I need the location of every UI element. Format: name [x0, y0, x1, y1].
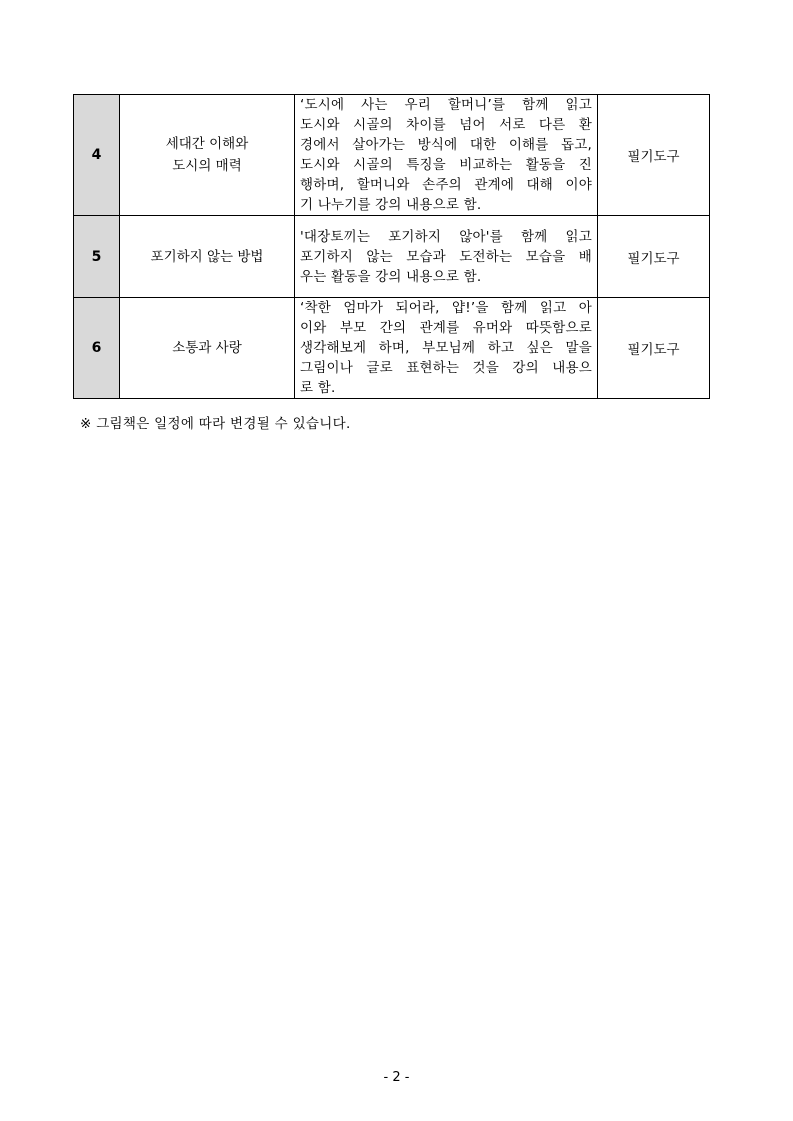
session-topic: [120, 216, 295, 298]
topic-line: 세대간 이해와: [165, 136, 249, 152]
session-supplies: 필기도구: [598, 95, 710, 216]
session-supplies: 필기도구: [598, 216, 710, 298]
topic-line: 도시의 매력: [172, 158, 242, 174]
content-line: 이와 부모 간의 관계를 유머와 따뜻함으로: [300, 320, 592, 336]
session-number: 5: [74, 216, 120, 298]
schedule-table: [73, 94, 710, 399]
session-number: 4: [74, 95, 120, 216]
content-line: ‘도시에 사는 우리 할머니’를 함께 읽고: [300, 97, 592, 113]
session-content: [295, 298, 598, 399]
content-line: 행하며, 할머니와 손주의 관계에 대해 이야: [300, 177, 592, 193]
topic-line: 포기하지 않는 방법: [150, 248, 264, 265]
content-line: ‘착한 엄마가 되어라, 얍!’을 함께 읽고 아: [300, 300, 592, 316]
content-line: 생각해보게 하며, 부모님께 하고 싶은 말을: [300, 340, 592, 356]
session-topic: [120, 298, 295, 399]
footnote: ※ 그림책은 일정에 따라 변경될 수 있습니다.: [80, 416, 351, 432]
content-line: 경에서 살아가는 방식에 대한 이해를 돕고,: [300, 137, 592, 153]
content-line: 그림이나 글로 표현하는 것을 강의 내용으: [300, 360, 592, 376]
table-row: [74, 95, 710, 216]
table-row: [74, 298, 710, 399]
session-number: 6: [74, 298, 120, 399]
session-topic: [120, 95, 295, 216]
session-supplies: 필기도구: [598, 298, 710, 399]
content-line: '대장토끼는 포기하지 않아'를 함께 읽고: [300, 228, 592, 245]
table-row: [74, 216, 710, 298]
content-line: 우는 활동을 강의 내용으로 함.: [300, 268, 482, 285]
topic-line: 소통과 사랑: [172, 340, 242, 356]
session-content: [295, 216, 598, 298]
content-line: 로 함.: [300, 380, 336, 396]
session-content: [295, 95, 598, 216]
content-line: 도시와 시골의 차이를 넘어 서로 다른 환: [300, 117, 592, 133]
content-line: 기 나누기를 강의 내용으로 함.: [300, 197, 482, 213]
page-number: - 2 -: [383, 1070, 410, 1085]
content-line: 도시와 시골의 특징을 비교하는 활동을 진: [300, 157, 592, 173]
content-line: 포기하지 않는 모습과 도전하는 모습을 배: [300, 248, 592, 265]
